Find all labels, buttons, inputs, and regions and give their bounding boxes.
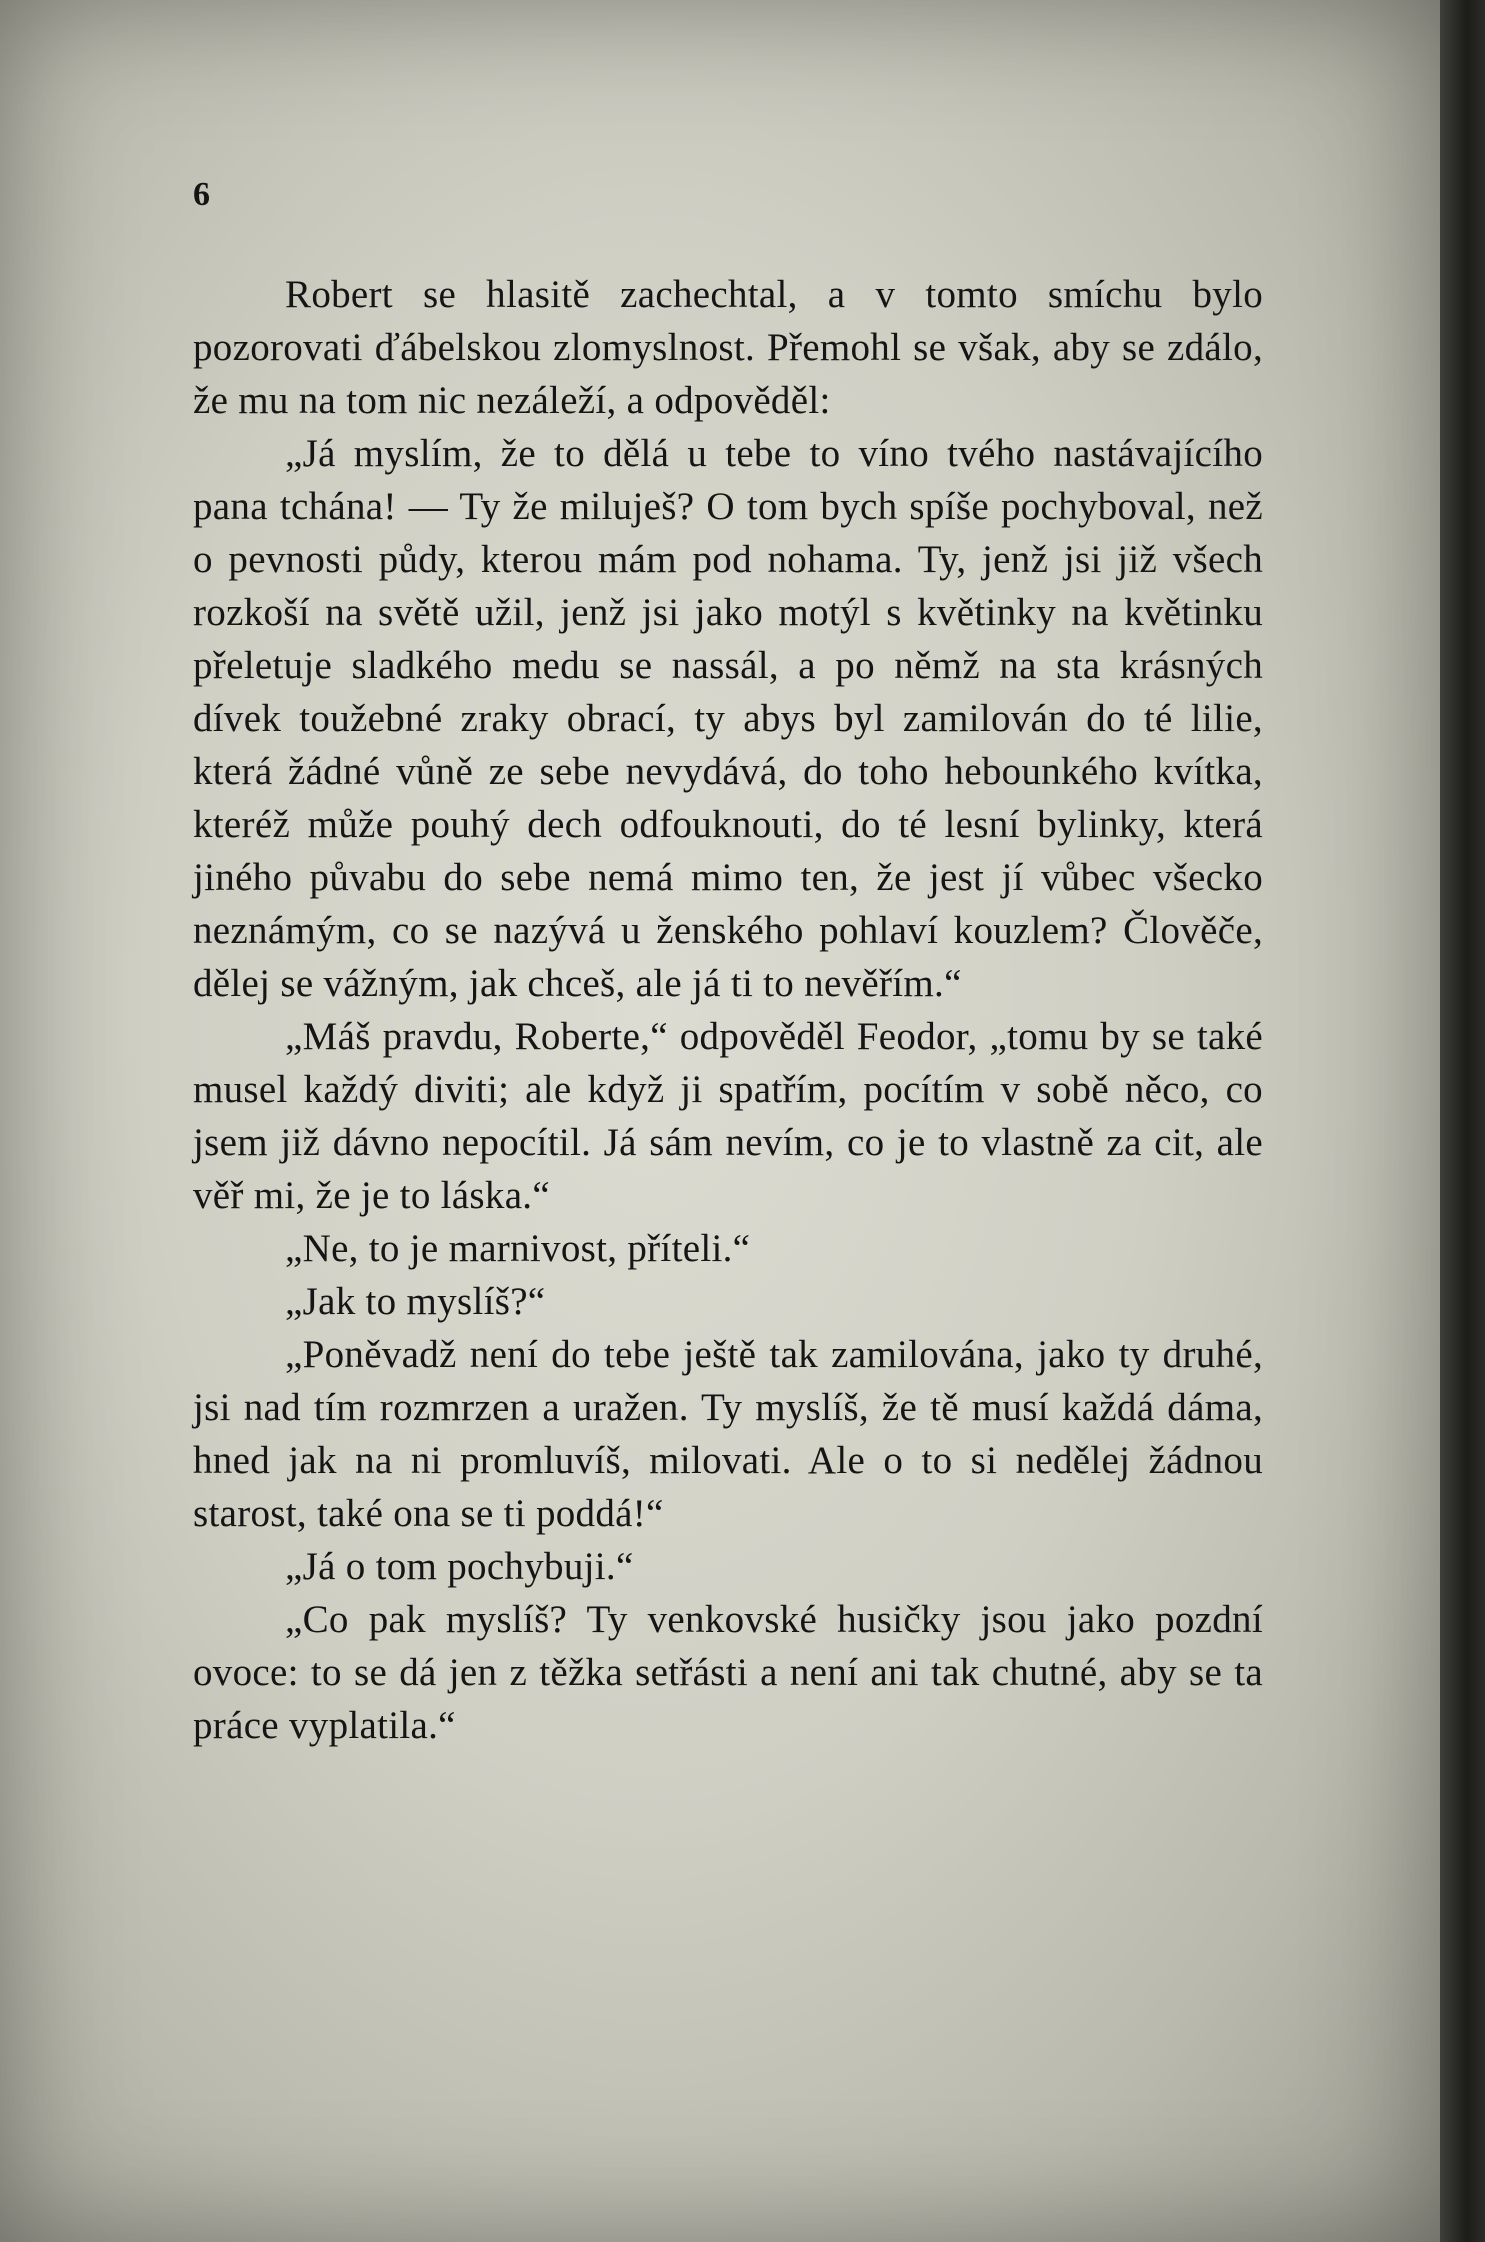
paragraph: „Já o tom pochybuji.“: [285, 1545, 634, 1588]
paragraph: „Máš pravdu, Roberte,“ odpověděl Feodor, „tomu by se také musel každý diviti; ale když ji spatřím, pocítím v sobě něco, co jsem již dávno nepocítil. Já sám nevím, co je to vlastně za cit, ale věř mi, že je to láska.“: [193, 1015, 1263, 1217]
body-text: [193, 268, 1263, 1752]
paragraph: Robert se hlasitě zachechtal, a v tomto smíchu bylo pozorovati ďábelskou zlomyslnost. Přemohl se však, aby se zdálo, že mu na tom nic nezáleží, a odpověděl:: [193, 273, 1263, 422]
paragraph: „Poněvadž není do tebe ještě tak zamilována, jako ty druhé, jsi nad tím rozmrzen a uražen. Ty myslíš, že tě musí každá dáma, hned jak na ni promluvíš, milovati. Ale o to si nedělej žádnou starost, také ona se ti poddá!“: [193, 1333, 1263, 1535]
paragraph: „Ne, to je marnivost, příteli.“: [285, 1227, 751, 1270]
book-spine: [1440, 0, 1485, 2242]
page-number: 6: [193, 176, 210, 213]
paragraph: „Já myslím, že to dělá u tebe to víno tvého nastávajícího pana tchána! — Ty že miluješ? O tom bych spíše pochyboval, než o pevnosti půdy, kterou mám pod nohama. Ty, jenž jsi již všech rozkoší na světě užil, jenž jsi jako motýl s květinky na květinku přeletuje sladkého medu se nassál, a po němž na sta krásných dívek toužebné zraky obrací, ty abys byl zamilován do té lilie, která žádné vůně ze sebe nevydává, do toho hebounkého kvítka, kteréž může pouhý dech odfouknouti, do té lesní bylinky, která jiného půvabu do sebe nemá mimo ten, že jest jí vůbec všecko neznámým, co se nazývá u ženského pohlaví kouzlem? Člověče, dělej se vážným, jak chceš, ale já ti to nevěřím.“: [193, 432, 1263, 1005]
paragraph: „Jak to myslíš?“: [285, 1280, 546, 1323]
paragraph: „Co pak myslíš? Ty venkovské husičky jsou jako pozdní ovoce: to se dá jen z těžka setřásti a není ani tak chutné, aby se ta práce vyplatila.“: [193, 1598, 1263, 1747]
